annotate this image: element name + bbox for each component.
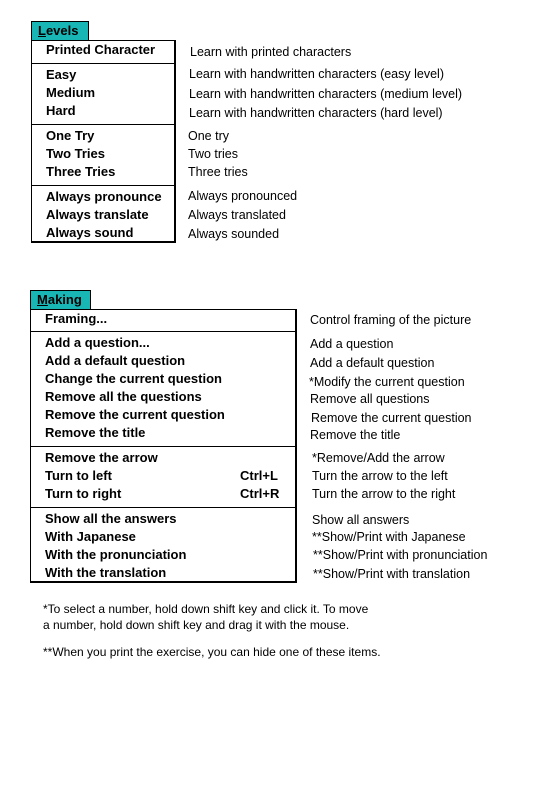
levels-desc-easy: Learn with handwritten characters (easy level) <box>189 67 444 81</box>
making-item-remove-current-question[interactable]: Remove the current question <box>45 407 225 422</box>
levels-menu-title-mnemonic: L <box>38 23 46 38</box>
levels-item-printed-character[interactable]: Printed Character <box>46 42 156 57</box>
levels-item-two-tries[interactable]: Two Tries <box>46 146 105 161</box>
footnote-2: **When you print the exercise, you can hide one of these items. <box>43 645 381 659</box>
making-item-add-question[interactable]: Add a question... <box>45 335 150 350</box>
making-item-add-default-question[interactable]: Add a default question <box>45 353 186 368</box>
levels-item-medium[interactable]: Medium <box>46 85 96 100</box>
levels-desc-medium: Learn with handwritten characters (medium level) <box>189 87 463 101</box>
making-item-with-pronunciation[interactable]: With the pronunciation <box>45 547 187 562</box>
levels-desc-two-tries: Two tries <box>188 147 239 161</box>
turn-left-shortcut: Ctrl+L <box>240 468 278 483</box>
making-desc-add-default-question: Add a default question <box>310 356 435 370</box>
making-desc-with-translation: **Show/Print with translation <box>313 567 471 581</box>
footnote-1-line-2: a number, hold down shift key and drag it with the mouse. <box>43 618 350 632</box>
levels-item-three-tries[interactable]: Three Tries <box>46 164 116 179</box>
making-item-show-all-answers[interactable]: Show all the answers <box>45 511 177 526</box>
making-separator-3 <box>31 507 296 508</box>
levels-desc-hard: Learn with handwritten characters (hard level) <box>189 106 443 120</box>
making-desc-show-all-answers: Show all answers <box>312 513 410 527</box>
levels-item-always-pronounce[interactable]: Always pronounce <box>46 189 162 204</box>
making-menu-title-mnemonic: M <box>37 292 48 307</box>
levels-item-hard[interactable]: Hard <box>46 103 76 118</box>
levels-desc-printed-character: Learn with printed characters <box>190 45 352 59</box>
making-desc-remove-arrow: *Remove/Add the arrow <box>312 451 445 465</box>
making-separator-1 <box>31 331 296 332</box>
levels-item-one-try[interactable]: One Try <box>46 128 95 143</box>
levels-item-always-sound[interactable]: Always sound <box>46 225 134 240</box>
footnote-1-line-1: *To select a number, hold down shift key and click it. To move <box>43 602 369 616</box>
levels-desc-always-pronounce: Always pronounced <box>188 189 298 203</box>
making-item-with-japanese[interactable]: With Japanese <box>45 529 136 544</box>
levels-item-always-translate[interactable]: Always translate <box>46 207 149 222</box>
making-menu-title[interactable] <box>30 290 91 309</box>
levels-separator-3 <box>32 185 175 186</box>
making-menu-title-rest: aking <box>47 292 82 307</box>
levels-menu-title-rest: evels <box>45 23 79 38</box>
making-desc-with-japanese: **Show/Print with Japanese <box>312 530 466 544</box>
making-item-remove-arrow[interactable]: Remove the arrow <box>45 450 158 465</box>
levels-item-easy[interactable]: Easy <box>46 67 77 82</box>
making-desc-turn-right: Turn the arrow to the right <box>312 487 456 501</box>
making-desc-with-pronunciation: **Show/Print with pronunciation <box>313 548 488 562</box>
making-item-remove-all-questions[interactable]: Remove all the questions <box>45 389 202 404</box>
making-desc-add-question: Add a question <box>310 337 394 351</box>
making-item-turn-left[interactable]: Turn to left <box>45 468 112 483</box>
levels-desc-always-sound: Always sounded <box>188 227 280 241</box>
making-item-with-translation[interactable]: With the translation <box>45 565 167 580</box>
making-desc-turn-left: Turn the arrow to the left <box>312 469 448 483</box>
making-desc-remove-all-questions: Remove all questions <box>310 392 430 406</box>
making-desc-framing: Control framing of the picture <box>310 313 472 327</box>
levels-menu-title[interactable] <box>31 21 89 40</box>
making-desc-remove-current-question: Remove the current question <box>311 411 472 425</box>
making-desc-remove-title: Remove the title <box>310 428 401 442</box>
making-item-framing[interactable]: Framing... <box>45 311 108 326</box>
making-desc-change-current-question: *Modify the current question <box>309 375 465 389</box>
making-separator-2 <box>31 446 296 447</box>
levels-desc-always-translate: Always translated <box>188 208 286 222</box>
levels-desc-three-tries: Three tries <box>188 165 248 179</box>
levels-separator-2 <box>32 124 175 125</box>
turn-right-shortcut: Ctrl+R <box>240 486 280 501</box>
levels-desc-one-try: One try <box>188 129 229 143</box>
making-item-turn-right[interactable]: Turn to right <box>45 486 122 501</box>
levels-separator-1 <box>32 63 175 64</box>
making-item-remove-title[interactable]: Remove the title <box>45 425 146 440</box>
making-item-change-current-question[interactable]: Change the current question <box>45 371 222 386</box>
